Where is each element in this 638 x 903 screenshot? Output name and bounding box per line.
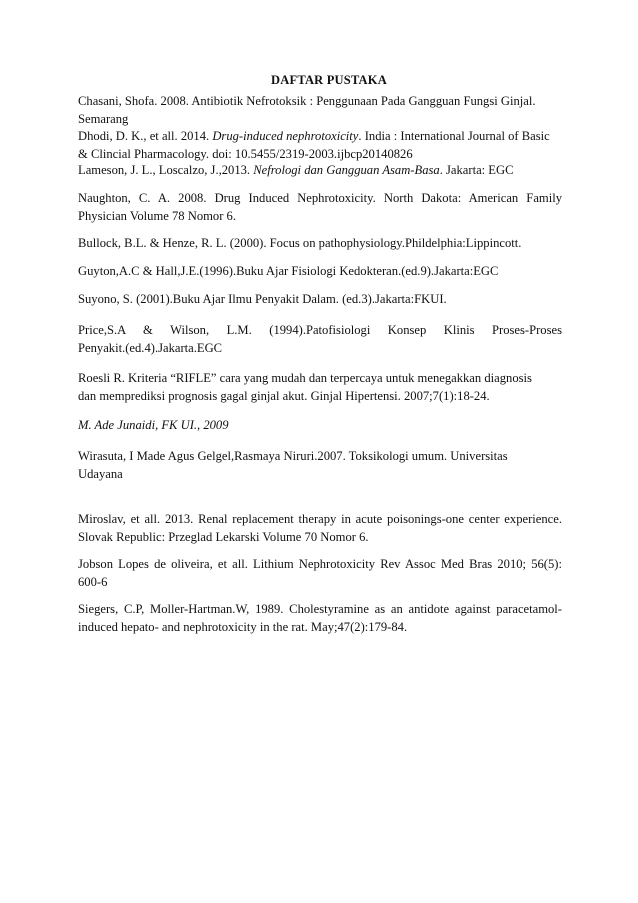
reference-line — [78, 573, 562, 591]
reference-line — [78, 555, 562, 573]
reference-text: Suyono, S. (2001).Buku Ajar Ilmu Penyakit Dalam. (ed.3).Jakarta:FKUI. — [78, 292, 447, 306]
reference-lameson — [78, 161, 562, 179]
reference-chasani — [78, 92, 562, 128]
reference-siegers — [78, 600, 562, 636]
reference-line — [78, 618, 562, 636]
reference-naughton — [78, 189, 562, 225]
reference-line — [78, 189, 562, 207]
reference-italic-text: Nefrologi dan Gangguan Asam-Basa — [253, 163, 440, 177]
reference-text: . Jakarta: EGC — [439, 163, 514, 177]
reference-line — [78, 510, 562, 528]
reference-text: Udayana — [78, 467, 123, 481]
reference-line — [78, 234, 562, 252]
reference-text: Bullock, B.L. & Henze, R. L. (2000). Focus on pathophysiology.Phildelphia:Lippincott. — [78, 236, 522, 250]
reference-text: Price,S.A & Wilson, L.M. (1994).Patofisiologi Konsep Klinis Proses-Proses — [78, 323, 562, 337]
reference-jobson — [78, 555, 562, 591]
reference-dhodi — [78, 127, 562, 163]
reference-line — [78, 321, 562, 339]
reference-bullock — [78, 234, 562, 252]
reference-text: Lameson, J. L., Loscalzo, J.,2013. — [78, 163, 254, 177]
reference-line — [78, 465, 562, 483]
reference-text: . India : International Journal of Basic — [358, 129, 550, 143]
reference-text: Penyakit.(ed.4).Jakarta.EGC — [78, 341, 223, 355]
page-title: DAFTAR PUSTAKA — [271, 73, 387, 87]
reference-text: Physician Volume 78 Nomor 6. — [78, 209, 237, 223]
reference-line — [78, 600, 562, 618]
reference-text: 600-6 — [78, 575, 108, 589]
reference-text: dan memprediksi prognosis gagal ginjal akut. Ginjal Hipertensi. 2007;7(1):18-24. — [78, 389, 490, 403]
reference-line — [78, 92, 562, 110]
reference-text: Jobson Lopes de oliveira, et all. Lithium Nephrotoxicity Rev Assoc Med Bras 2010; 56(5): — [78, 557, 562, 571]
reference-line — [78, 110, 562, 128]
reference-price — [78, 321, 562, 357]
reference-line — [78, 369, 562, 387]
reference-line — [78, 416, 562, 434]
reference-text: Guyton,A.C & Hall,J.E.(1996).Buku Ajar Fisiologi Kedokteran.(ed.9).Jakarta:EGC — [78, 264, 499, 278]
reference-text: Siegers, C.P, Moller-Hartman.W, 1989. Cholestyramine as an antidote against paracetamol- — [78, 602, 562, 616]
reference-text: Wirasuta, I Made Agus Gelgel,Rasmaya Niruri.2007. Toksikologi umum. Universitas — [78, 449, 508, 463]
reference-text: Miroslav, et all. 2013. Renal replacement therapy in acute poisonings-one center experience. — [78, 512, 562, 526]
reference-italic-text: M. Ade Junaidi, FK UI., 2009 — [78, 418, 229, 432]
reference-line — [78, 528, 562, 546]
reference-text: Chasani, Shofa. 2008. Antibiotik Nefrotoksik : Penggunaan Pada Gangguan Fungsi Ginjal. — [78, 94, 536, 108]
reference-text: induced hepato- and nephrotoxicity in the rat. May;47(2):179-84. — [78, 620, 408, 634]
reference-line — [78, 161, 562, 179]
reference-text: Semarang — [78, 112, 129, 126]
reference-italic-text: Drug-induced nephrotoxicity — [212, 129, 359, 143]
reference-line — [78, 262, 562, 280]
reference-text: Slovak Republic: Przeglad Lekarski Volume 70 Nomor 6. — [78, 530, 369, 544]
reference-line — [78, 127, 562, 145]
reference-text: Dhodi, D. K., et all. 2014. — [78, 129, 213, 143]
reference-text: & Clincial Pharmacology. doi: 10.5455/2319-2003.ijbcp20140826 — [78, 147, 413, 161]
reference-line — [78, 290, 562, 308]
reference-junaidi — [78, 416, 562, 434]
reference-suyono — [78, 290, 562, 308]
reference-text: Roesli R. Kriteria “RIFLE” cara yang mudah dan terpercaya untuk menegakkan diagnosis — [78, 371, 532, 385]
reference-roesli — [78, 369, 562, 405]
reference-line — [78, 207, 562, 225]
reference-text: Naughton, C. A. 2008. Drug Induced Nephrotoxicity. North Dakota: American Family — [78, 191, 562, 205]
reference-wirasuta — [78, 447, 562, 483]
reference-miroslav — [78, 510, 562, 546]
reference-line — [78, 447, 562, 465]
reference-line — [78, 339, 562, 357]
reference-line — [78, 387, 562, 405]
reference-guyton — [78, 262, 562, 280]
